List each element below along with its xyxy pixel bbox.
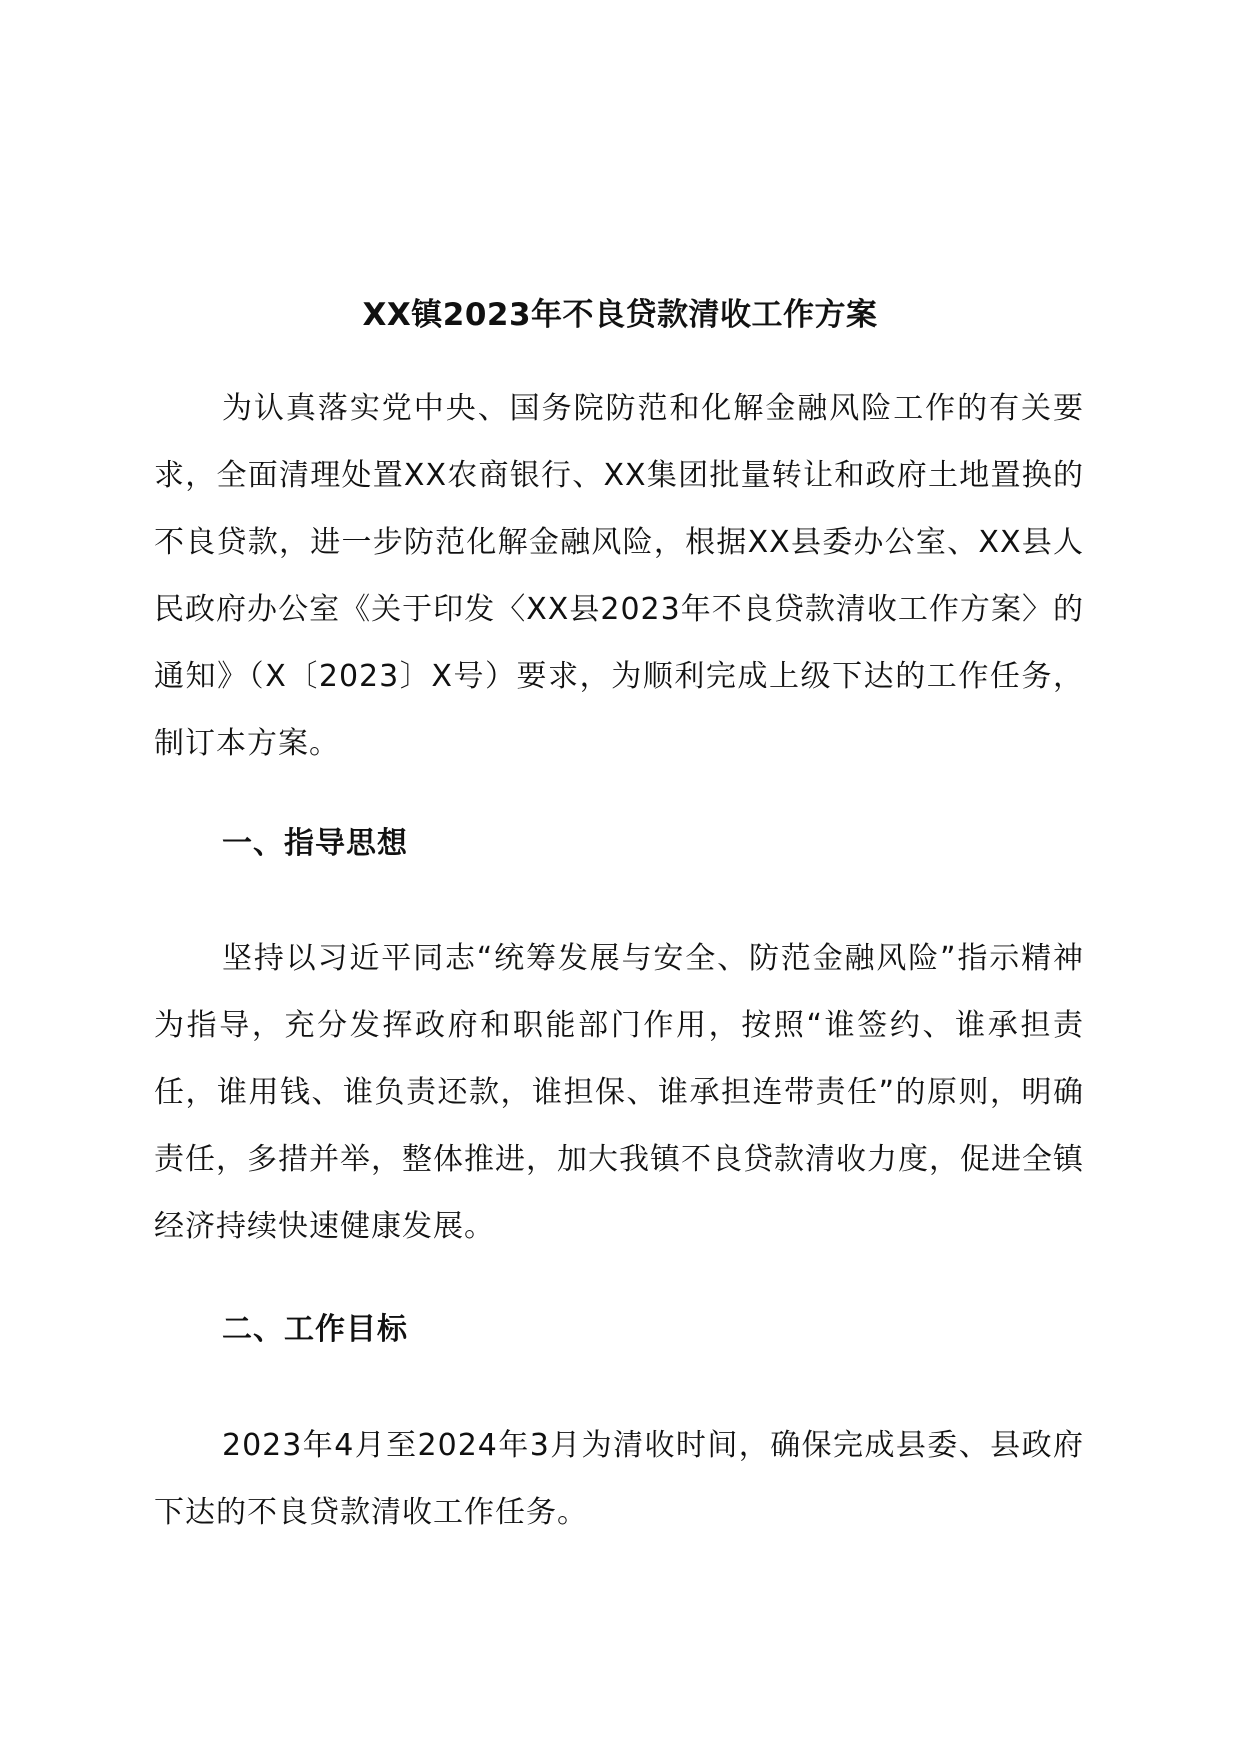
section-body-work-goals: 2023年4月至2024年3月为清收时间，确保完成县委、县政府下达的不良贷款清收工作任务。 [154, 1428, 1084, 1530]
section-heading-guiding-ideology: 一、指导思想 [222, 826, 408, 861]
section-heading-work-goals: 二、工作目标 [222, 1312, 408, 1347]
document-title: XX镇2023年不良贷款清收工作方案 [362, 296, 878, 333]
intro-paragraph: 为认真落实党中央、国务院防范和化解金融风险工作的有关要求，全面清理处置XX农商银行、XX集团批量转让和政府土地置换的不良贷款，进一步防范化解金融风险，根据XX县委办公室、XX县人民政府办公室《关于印发〈XX县2023年不良贷款清收工作方案〉的通知》（X〔2023〕X号）要求，为顺利完成上级下达的工作任务，制订本方案。 [154, 391, 1084, 761]
section-body-guiding-ideology: 坚持以习近平同志“统筹发展与安全、防范金融风险”指示精神为指导，充分发挥政府和职能部门作用，按照“谁签约、谁承担责任，谁用钱、谁负责还款，谁担保、谁承担连带责任”的原则，明确责任，多措并举，整体推进，加大我镇不良贷款清收力度，促进全镇经济持续快速健康发展。 [154, 941, 1084, 1244]
